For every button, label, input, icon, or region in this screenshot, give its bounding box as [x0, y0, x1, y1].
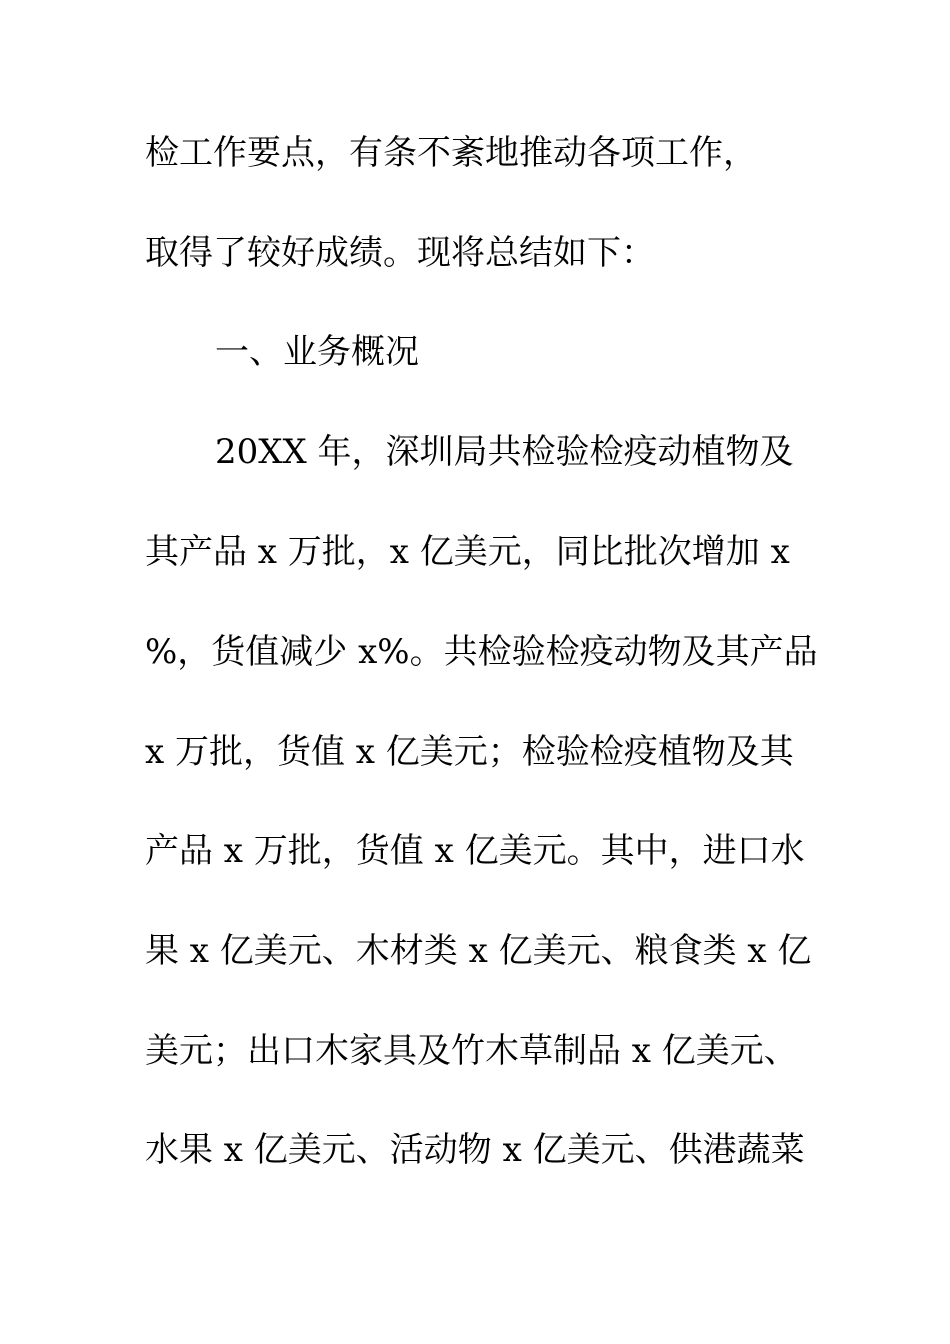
paragraph-line: 产品 x 万批，货值 x 亿美元。其中，进口水: [145, 831, 805, 871]
paragraph-line: 取得了较好成绩。现将总结如下：: [145, 233, 655, 273]
paragraph-line: x 万批，货值 x 亿美元；检验检疫植物及其: [145, 732, 794, 772]
paragraph-line: 果 x 亿美元、木材类 x 亿美元、粮食类 x 亿: [145, 931, 812, 971]
section-heading: 一、业务概况: [215, 332, 419, 372]
paragraph-line: 20XX 年，深圳局共检验检疫动植物及: [215, 432, 794, 472]
paragraph-line: 水果 x 亿美元、活动物 x 亿美元、供港蔬菜: [145, 1130, 805, 1170]
paragraph-line: 美元；出口木家具及竹木草制品 x 亿美元、: [145, 1031, 798, 1071]
paragraph-line: 检工作要点，有条不紊地推动各项工作，: [145, 133, 757, 173]
paragraph-line: %，货值减少 x%。共检验检疫动物及其产品: [145, 632, 818, 672]
paragraph-line: 其产品 x 万批，x 亿美元，同比批次增加 x: [145, 532, 790, 572]
